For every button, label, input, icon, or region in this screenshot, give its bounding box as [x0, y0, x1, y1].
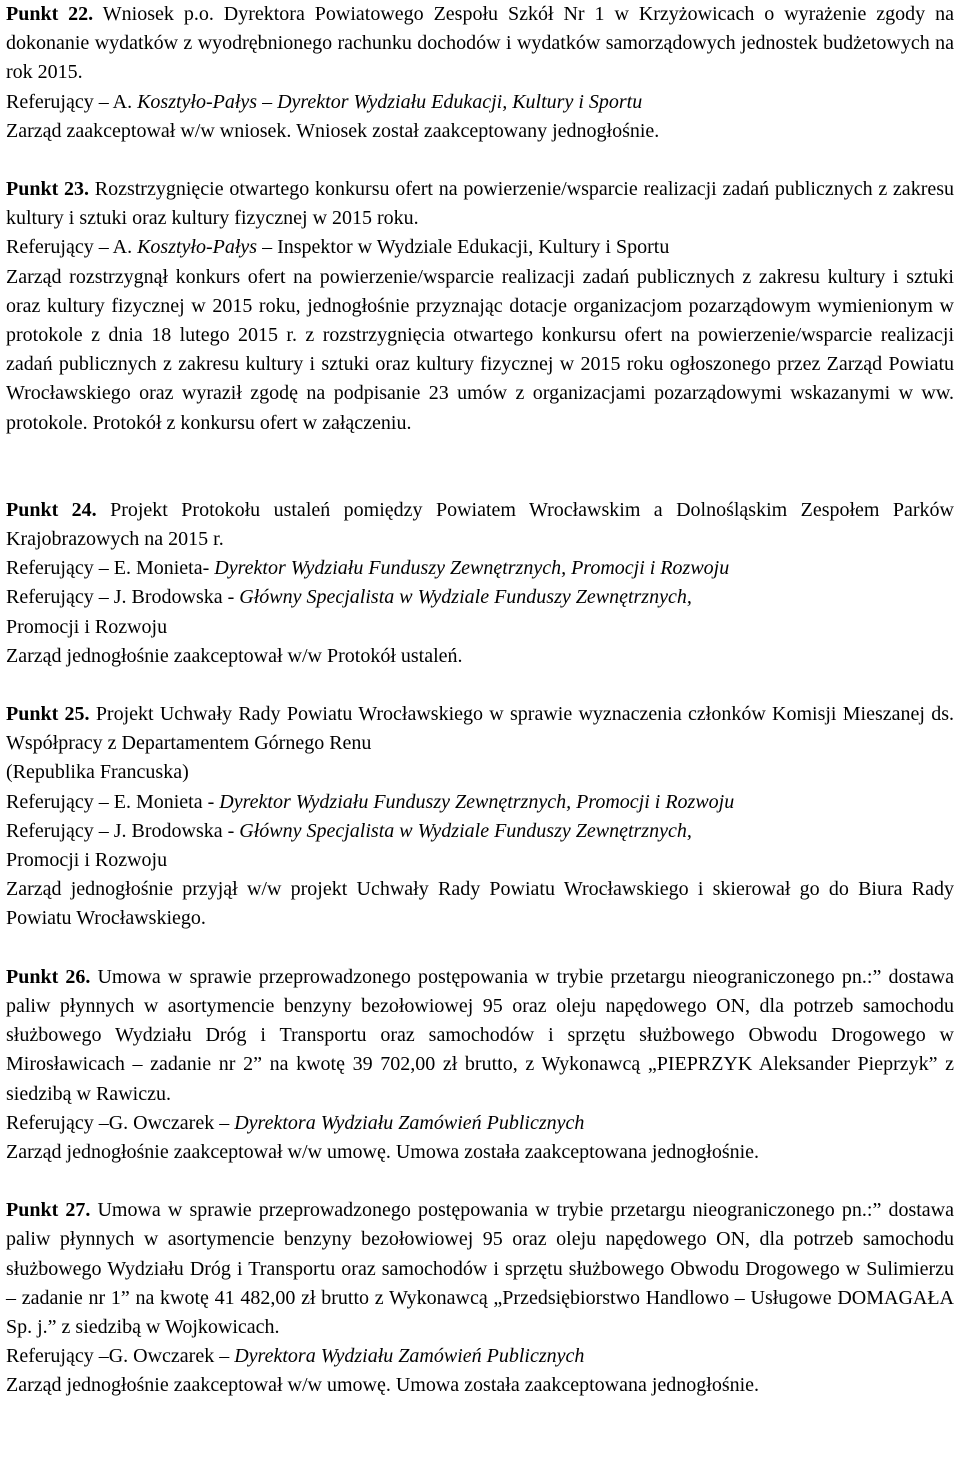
referent-text: Główny Specjalista w Wydziale Funduszy Zewnętrznych, [234, 819, 692, 842]
referent-text: Główny Specjalista w Wydziale Funduszy Zewnętrznych, [234, 586, 692, 609]
punkt-26-body [6, 963, 954, 1109]
referent-text-cont: Promocji i Rozwoju [6, 849, 168, 872]
punkt-24-referent-1 [6, 554, 954, 583]
punkt-23-text: Rozstrzygnięcie otwartego konkursu ofert na powierzenie/wsparcie realizacji zadań publicznych z zakresu kultury i sztuki oraz kultury fizycznej w 2015 roku. [6, 178, 955, 230]
punkt-25-body-cont: (Republika Francuska) [6, 761, 189, 784]
punkt-23-referent [6, 233, 954, 262]
referent-label: Referujący – A. [6, 236, 133, 259]
referent-label: Referujący – E. Monieta- [6, 557, 210, 580]
punkt-26-decision: Zarząd jednogłośnie zaakceptował w/w umowę. Umowa została zaakceptowana jednogłośnie. [6, 1140, 760, 1163]
punkt-25-referent-1 [6, 788, 954, 817]
punkt-22-heading: Punkt 22. [6, 3, 94, 25]
punkt-27-referent [6, 1342, 954, 1371]
punkt-25-heading: Punkt 25. [6, 703, 90, 726]
punkt-24-decision: Zarząd jednogłośnie zaakceptował w/w Protokół ustaleń. [6, 644, 463, 667]
referent-text-cont: Promocji i Rozwoju [6, 615, 168, 638]
referent-label: Referujący – E. Monieta - [6, 790, 215, 813]
punkt-24-heading: Punkt 24. [6, 498, 97, 521]
referent-text: Kosztyło-Pałys – Dyrektor Wydziału Edukacji, Kultury i Sportu [137, 90, 643, 113]
punkt-23-decision: Zarząd rozstrzygnął konkurs ofert na powierzenie/wsparcie realizacji zadań publicznych z zakresu kultury i sztuki oraz kultury fizycznej w 2015 roku, jednogłośnie przyznając dotacje organizacjom pozarządowym wymienionym w protokole z dnia 18 lutego 2015 r. z rozstrzygnięcia otwartego konkursu ofert na powierzenie/wsparcie realizacji zadań publicznych z zakresu kultury i sztuki oraz kultury fizycznej w 2015 roku ogłoszonego przez Zarząd Powiatu Wrocławskiego oraz wyraził zgodę na podpisanie 23 umów z organizacjami pozarządowymi wskazanymi w ww. protokole. Protokół z konkursu ofert w załączeniu. [6, 265, 954, 434]
referent-label: Referujący – J. Brodowska - [6, 586, 235, 609]
referent-label: Referujący – A. [6, 90, 133, 113]
punkt-27-text: Umowa w sprawie przeprowadzonego postępowania w trybie przetargu nieograniczonego pn.:” dostawa paliw płynnych w asortymencie benzyny bezołowiowej 95 oraz oleju napędowego ON, dla potrzeb samochodu służbowego Wydziału Dróg i Transportu oraz samochodów i sprzętu służbowego Obwodu Drogowego w Sulimierzu – zadanie nr 1” na kwotę 41 482,00 zł brutto z Wykonawcą „Przedsiębiorstwo Handlowo – Usługowe DOMAGAŁA Sp. j.” z siedzibą w Wojkowicach. [6, 1199, 954, 1338]
punkt-27-decision: Zarząd jednogłośnie zaakceptował w/w umowę. Umowa została zaakceptowana jednogłośnie. [6, 1374, 760, 1397]
punkt-24-text: Projekt Protokołu ustaleń pomiędzy Powiatem Wrocławskim a Dolnośląskim Zespołem Parków Krajobrazowych na 2015 r. [6, 498, 955, 551]
punkt-24-referent-2 [6, 583, 954, 641]
punkt-23-heading: Punkt 23. [6, 178, 89, 201]
punkt-26-referent [6, 1109, 954, 1138]
referent-text: Dyrektora Wydziału Zamówień Publicznych [229, 1345, 585, 1368]
punkt-27-body [6, 1196, 954, 1342]
referent-role: – Inspektor w Wydziale Edukacji, Kultury i Sportu [257, 236, 670, 259]
punkt-27-heading: Punkt 27. [6, 1199, 91, 1222]
referent-text: Dyrektor Wydziału Funduszy Zewnętrznych, Promocji i Rozwoju [214, 790, 735, 813]
referent-text: Dyrektor Wydziału Funduszy Zewnętrznych, Promocji i Rozwoju [209, 557, 730, 580]
punkt-24-body [6, 496, 954, 554]
referent-name: Kosztyło-Pałys [137, 236, 258, 259]
punkt-25-referent-2 [6, 817, 954, 875]
punkt-22-body [6, 0, 954, 88]
punkt-25-text: Projekt Uchwały Rady Powiatu Wrocławskiego w sprawie wyznaczenia członków Komisji Mieszanej ds. Współpracy z Departamentem Górnego Renu [6, 703, 955, 755]
punkt-25-decision: Zarząd jednogłośnie przyjął w/w projekt Uchwały Rady Powiatu Wrocławskiego i skierował go do Biura Rady Powiatu Wrocławskiego. [6, 878, 954, 930]
referent-label: Referujący – J. Brodowska - [6, 819, 235, 842]
punkt-22-decision: Zarząd zaakceptował w/w wniosek. Wniosek został zaakceptowany jednogłośnie. [6, 119, 660, 142]
punkt-25-body [6, 700, 954, 758]
punkt-22-referent [6, 88, 954, 117]
referent-label: Referujący –G. Owczarek – [6, 1111, 230, 1134]
referent-label: Referujący –G. Owczarek – [6, 1345, 230, 1368]
punkt-22-text: Wniosek p.o. Dyrektora Powiatowego Zespołu Szkół Nr 1 w Krzyżowicach o wyrażenie zgody na dokonanie wydatków z wyodrębnionego rachunku dochodów i wydatków samorządowych jednostek budżetowych na rok 2015. [6, 3, 955, 84]
punkt-23-body [6, 175, 954, 233]
referent-text: Dyrektora Wydziału Zamówień Publicznych [229, 1111, 585, 1134]
punkt-26-heading: Punkt 26. [6, 965, 91, 988]
punkt-26-text: Umowa w sprawie przeprowadzonego postępowania w trybie przetargu nieograniczonego pn.:” dostawa paliw płynnych w asortymencie benzyny bezołowiowej 95 oraz oleju napędowego ON, dla potrzeb samochodu służbowego Wydziału Dróg i Transportu oraz samochodów i sprzętu służbowego Obwodu Drogowego w Mirosławicach – zadanie nr 2” na kwotę 39 702,00 zł brutto, z Wykonawcą „PIEPRZYK Aleksander Pieprzyk” z siedzibą w Rawiczu. [6, 965, 954, 1105]
